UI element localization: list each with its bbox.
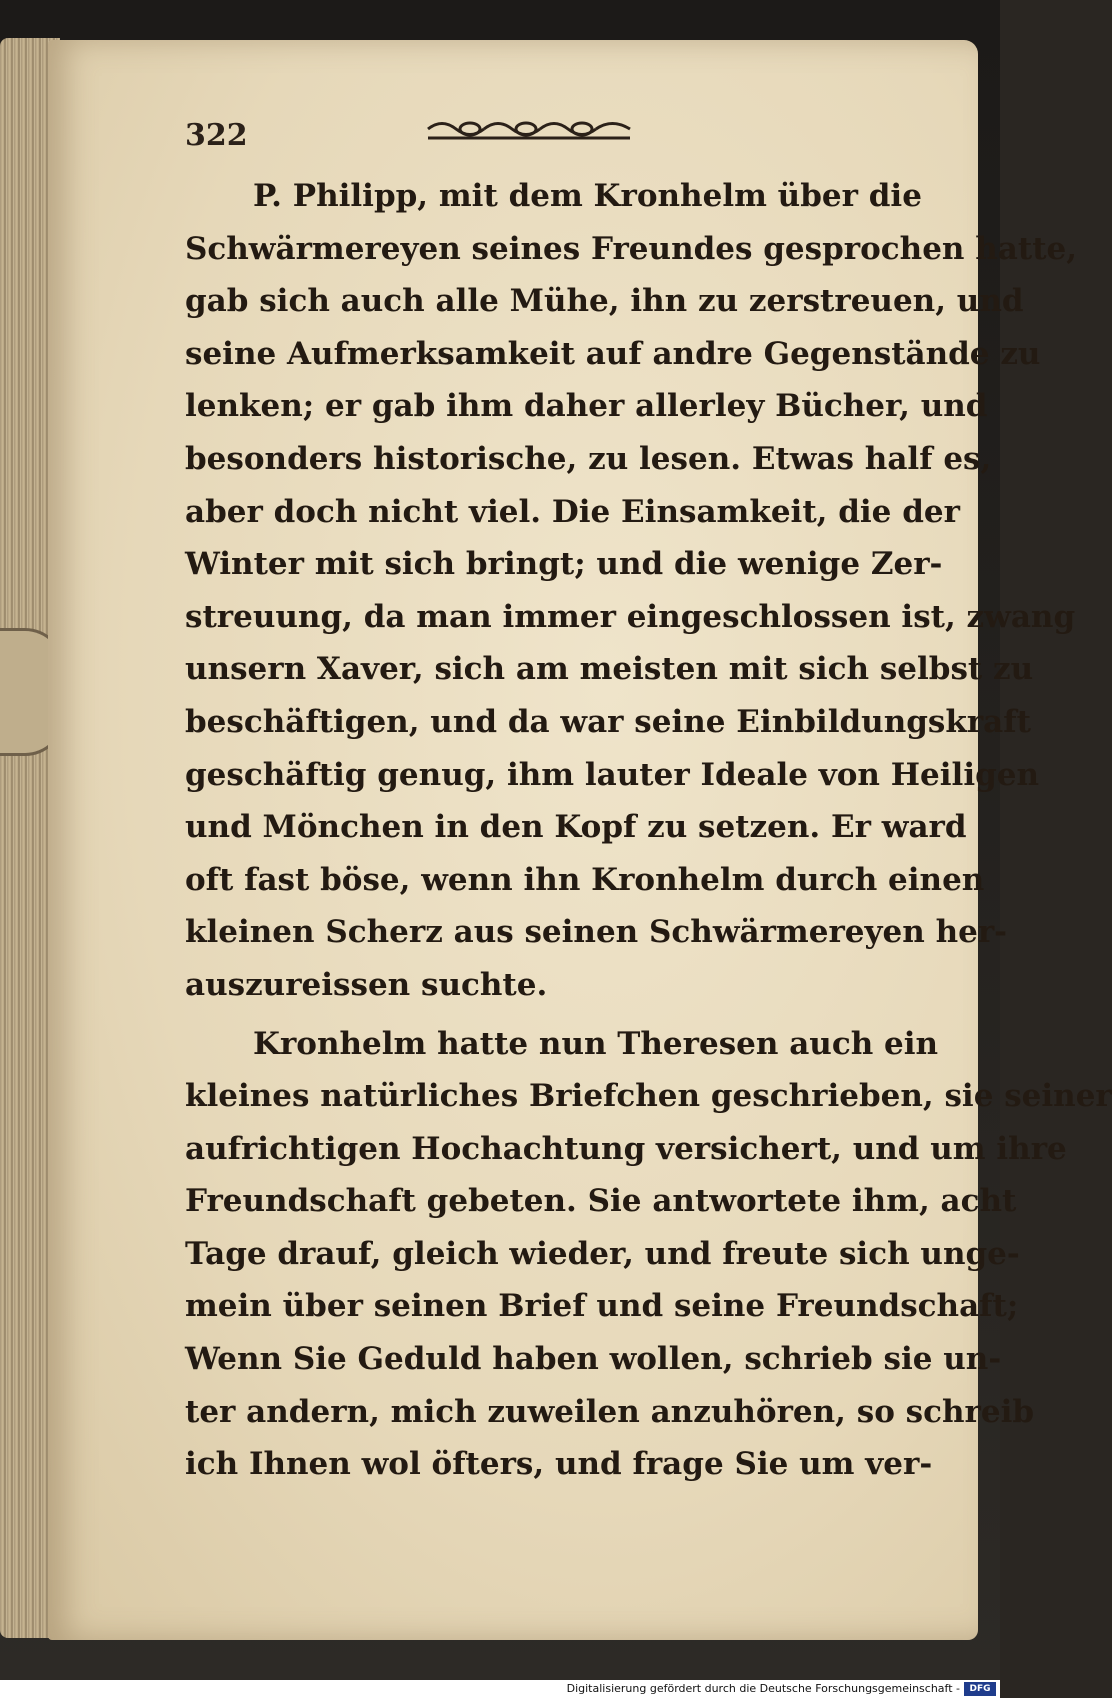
footer-credit: Digitalisierung gefördert durch die Deutsche Forschungsgemeinschaft -: [566, 1682, 960, 1695]
text-line: kleines natürliches Briefchen geschrieben, sie seiner: [185, 1078, 1112, 1115]
text-line: unsern Xaver, sich am meisten mit sich selbst zu: [185, 651, 1034, 688]
text-line: oft fast böse, wenn ihn Kronhelm durch einen: [185, 861, 985, 898]
text-line: Winter mit sich bringt; und die wenige Zer-: [185, 546, 943, 583]
text-line: seine Aufmerksamkeit auf andre Gegenstände zu: [185, 335, 1041, 372]
decorative-header-ornament-icon: [424, 116, 634, 142]
dfg-logo-badge: DFG: [964, 1682, 996, 1696]
text-line: auszureissen suchte.: [185, 966, 548, 1003]
text-line: und Mönchen in den Kopf zu setzen. Er ward: [185, 809, 967, 846]
text-line: ich Ihnen wol öfters, und frage Sie um ver-: [185, 1446, 933, 1483]
text-line: ter andern, mich zuweilen anzuhören, so schreib: [185, 1393, 1035, 1430]
text-line: Freundschaft gebeten. Sie antwortete ihm, acht: [185, 1183, 1017, 1220]
text-line: Schwärmereyen seines Freundes gesprochen hatte,: [185, 230, 1078, 267]
text-line: lenken; er gab ihm daher allerley Bücher, und: [185, 388, 988, 425]
text-line: aufrichtigen Hochachtung versichert, und um ihre: [185, 1130, 1067, 1167]
text-line: gab sich auch alle Mühe, ihn zu zerstreuen, und: [185, 283, 1024, 320]
text-line: Tage drauf, gleich wieder, und freute sich unge-: [185, 1235, 1020, 1272]
text-line: aber doch nicht viel. Die Einsamkeit, die der: [185, 493, 960, 530]
text-line: kleinen Scherz aus seinen Schwärmereyen her-: [185, 914, 1008, 951]
paragraph: [185, 170, 1078, 1012]
text-line: besonders historische, zu lesen. Etwas half es,: [185, 440, 992, 477]
text-line: beschäftigen, und da war seine Einbildungskraft: [185, 703, 1031, 740]
text-line: P. Philipp, mit dem Kronhelm über die: [253, 178, 922, 214]
text-line: streuung, da man immer eingeschlossen ist, zwang: [185, 598, 1076, 635]
paragraph: [185, 1018, 1112, 1491]
page-text: [185, 170, 1112, 1491]
text-line: geschäftig genug, ihm lauter Ideale von Heiligen: [185, 756, 1040, 793]
text-line: mein über seinen Brief und seine Freundschaft;: [185, 1288, 1019, 1325]
text-line: Kronhelm hatte nun Theresen auch ein: [253, 1025, 939, 1062]
page-number: 322: [185, 118, 248, 153]
text-line: Wenn Sie Geduld haben wollen, schrieb sie un-: [185, 1341, 1002, 1378]
